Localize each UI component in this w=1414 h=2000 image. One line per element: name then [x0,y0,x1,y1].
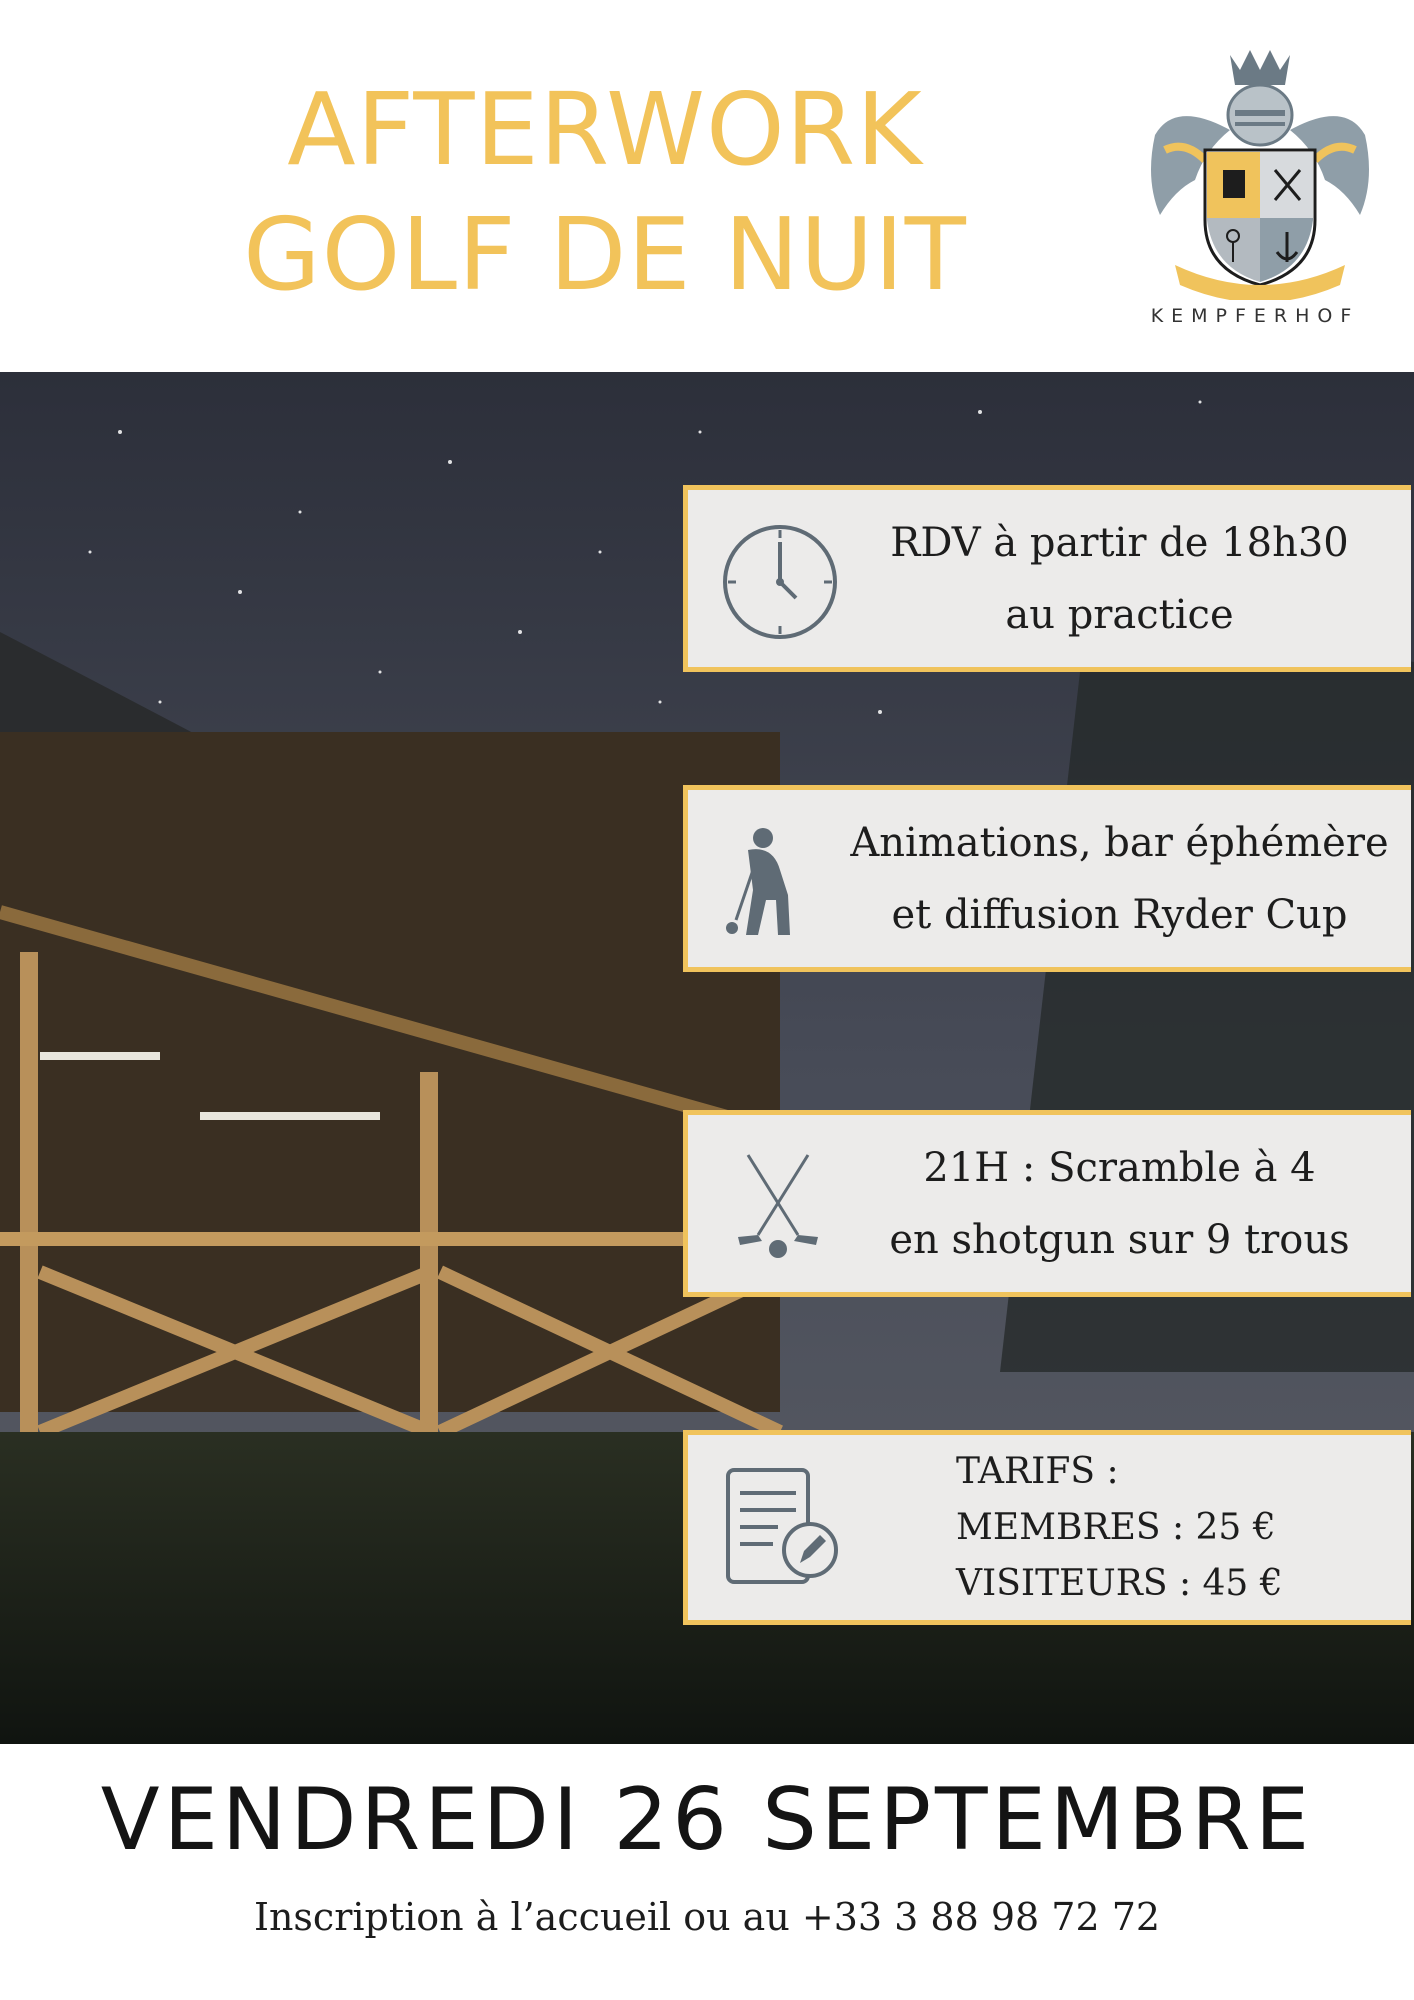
info-1-line-1: RDV à partir de 18h30 [890,519,1349,566]
price-members: MEMBRES : 25 € [956,1506,1276,1548]
crossed-clubs-icon [718,1145,843,1270]
info-card-scramble [683,1110,1411,1297]
info-3-line-1: 21H : Scramble à 4 [923,1144,1316,1191]
info-2-line-2: et diffusion Ryder Cup [891,891,1348,938]
info-1-line-2: au practice [1005,591,1234,638]
info-card-meeting-time [683,485,1411,672]
clock-icon [718,520,843,645]
info-card-prices [683,1430,1411,1625]
info-3-line-2: en shotgun sur 9 trous [889,1216,1350,1263]
golfer-icon [718,820,843,945]
event-date: VENDREDI 26 SEPTEMBRE [100,1770,1314,1870]
registration-contact: Inscription à l’accueil ou au +33 3 88 98 72 72 [253,1895,1161,1939]
form-pen-icon [718,1465,843,1590]
title-line-1: AFTERWORK [287,71,923,188]
crest-icon [1135,40,1375,340]
info-card-animations [683,785,1411,972]
price-visitors: VISITEURS : 45 € [956,1562,1283,1604]
title-line-2: GOLF DE NUIT [243,196,967,313]
info-2-line-1: Animations, bar éphémère [850,819,1389,866]
logo-name: KEMPFERHOF [1150,305,1360,327]
prices-title: TARIFS : [956,1450,1119,1492]
